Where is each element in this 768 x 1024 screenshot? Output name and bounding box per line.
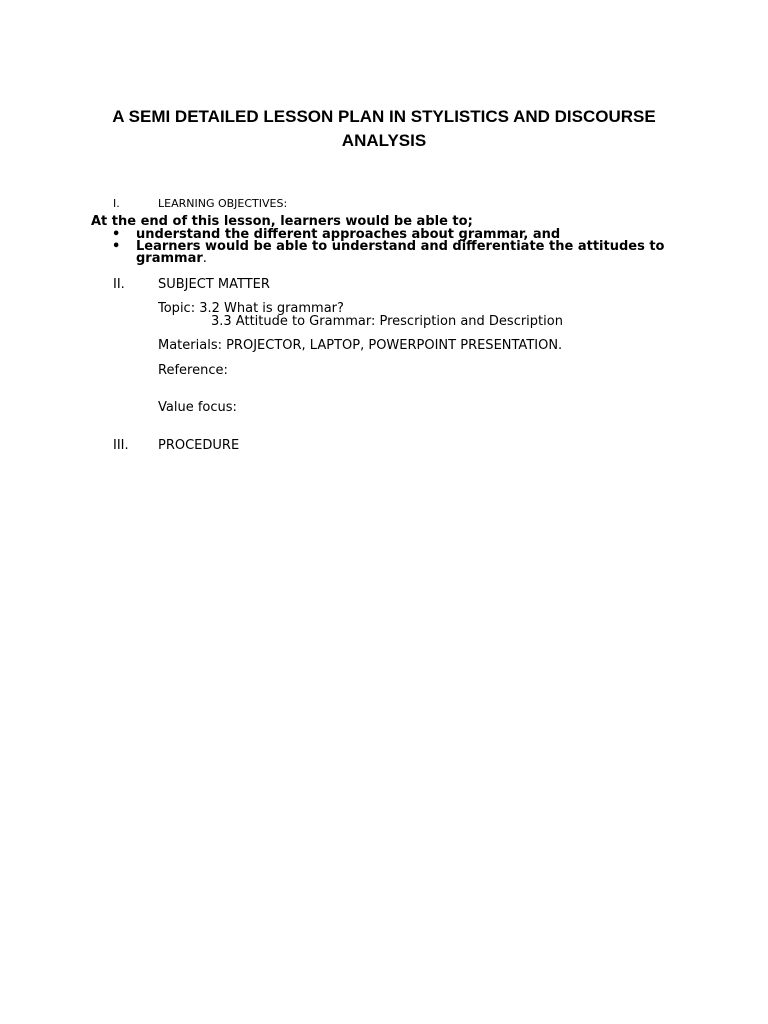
- bullet-icon: •: [112, 239, 121, 254]
- title-line-1: A SEMI DETAILED LESSON PLAN IN STYLISTICS AND DISCOURSE: [112, 107, 656, 126]
- section-heading: SUBJECT MATTER: [158, 277, 270, 292]
- bullet-icon: •: [112, 227, 121, 242]
- reference-line: Reference:: [158, 363, 228, 378]
- value-focus-line: Value focus:: [158, 400, 237, 415]
- objective-text: understand the different approaches about grammar, and: [136, 227, 561, 242]
- objectives-intro: At the end of this lesson, learners would be able to;: [91, 214, 473, 229]
- list-item: [110, 241, 690, 265]
- objective-suffix: .: [202, 251, 207, 266]
- section-numeral: III.: [113, 438, 129, 453]
- page-title: [60, 105, 708, 153]
- topic-subline: 3.3 Attitude to Grammar: Prescription and Description: [211, 314, 563, 329]
- section-numeral: II.: [113, 277, 125, 292]
- objectives-list: [110, 229, 690, 265]
- section-heading: LEARNING OBJECTIVES:: [158, 197, 288, 210]
- section-numeral: I.: [113, 197, 120, 210]
- title-line-2: ANALYSIS: [341, 131, 427, 150]
- section-heading: PROCEDURE: [158, 438, 240, 453]
- objective-text: Learners would be able to understand and differentiate the attitudes to grammar: [136, 239, 665, 266]
- topic-line: Topic: 3.2 What is grammar?: [158, 301, 344, 316]
- materials-line: Materials: PROJECTOR, LAPTOP, POWERPOINT PRESENTATION.: [158, 338, 563, 353]
